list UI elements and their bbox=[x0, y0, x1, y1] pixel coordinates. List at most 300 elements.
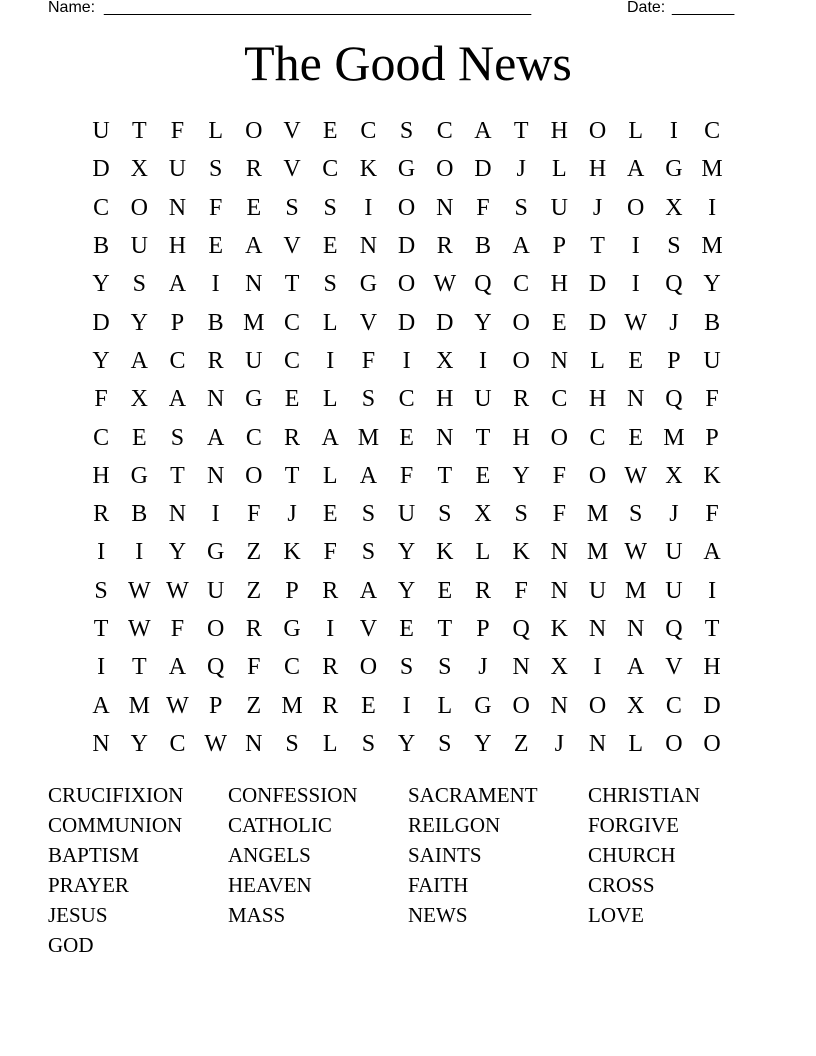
grid-letter[interactable]: M bbox=[701, 156, 723, 183]
grid-letter[interactable]: T bbox=[170, 462, 185, 489]
grid-letter[interactable]: D bbox=[397, 233, 416, 260]
grid-letter[interactable]: O bbox=[588, 118, 607, 145]
grid-letter[interactable]: N bbox=[436, 194, 454, 221]
grid-letter[interactable]: N bbox=[512, 654, 530, 681]
word-bank-item: GOD bbox=[48, 933, 94, 957]
grid-letter[interactable]: W bbox=[127, 577, 151, 604]
grid-letter[interactable]: N bbox=[92, 730, 110, 757]
grid-letter[interactable]: D bbox=[92, 156, 110, 183]
grid-letter[interactable]: E bbox=[399, 424, 414, 451]
grid-letter[interactable]: O bbox=[665, 730, 683, 757]
grid-letter[interactable]: A bbox=[130, 347, 148, 374]
grid-letter[interactable]: E bbox=[322, 118, 338, 145]
grid-letter[interactable]: C bbox=[93, 194, 110, 221]
grid-letter[interactable]: U bbox=[474, 386, 492, 413]
grid-letter[interactable]: L bbox=[475, 539, 491, 566]
grid-letter[interactable]: N bbox=[627, 386, 645, 413]
grid-letter[interactable]: O bbox=[588, 462, 607, 489]
grid-letter[interactable]: S bbox=[323, 271, 337, 298]
grid-letter[interactable]: E bbox=[437, 577, 453, 604]
grid-letter[interactable]: V bbox=[283, 118, 301, 145]
grid-letter[interactable]: A bbox=[168, 271, 187, 298]
word-bank-item: FORGIVE bbox=[588, 813, 680, 837]
grid-letter[interactable]: H bbox=[550, 118, 569, 145]
grid-row bbox=[82, 686, 732, 724]
grid-letter[interactable]: C bbox=[436, 118, 453, 145]
grid-letter[interactable]: G bbox=[206, 539, 225, 566]
grid-letter[interactable]: R bbox=[207, 347, 224, 374]
grid-letter[interactable]: C bbox=[284, 654, 301, 681]
grid-letter[interactable]: R bbox=[474, 577, 491, 604]
grid-letter[interactable]: G bbox=[665, 156, 683, 183]
grid-letter[interactable]: J bbox=[554, 730, 565, 757]
grid-letter[interactable]: G bbox=[359, 271, 378, 298]
grid-letter[interactable]: L bbox=[322, 309, 338, 336]
grid-letter[interactable]: C bbox=[284, 309, 301, 336]
grid-letter[interactable]: A bbox=[359, 462, 378, 489]
grid-letter[interactable]: D bbox=[474, 156, 492, 183]
grid-letter[interactable]: C bbox=[589, 424, 606, 451]
grid-letter[interactable]: T bbox=[93, 616, 109, 642]
grid-letter[interactable]: I bbox=[211, 501, 220, 528]
grid-letter[interactable]: S bbox=[438, 730, 452, 757]
grid-letter[interactable]: V bbox=[359, 616, 378, 642]
grid-letter[interactable]: F bbox=[170, 616, 185, 642]
grid-letter[interactable]: I bbox=[478, 347, 487, 374]
grid-letter[interactable]: E bbox=[322, 233, 338, 260]
grid-letter[interactable]: S bbox=[285, 194, 299, 221]
grid-letter[interactable]: O bbox=[703, 730, 721, 757]
grid-letter[interactable]: Y bbox=[92, 271, 110, 298]
grid-letter[interactable]: S bbox=[629, 501, 643, 528]
grid-letter[interactable]: Z bbox=[246, 539, 262, 566]
grid-letter[interactable]: P bbox=[552, 233, 567, 260]
grid-letter[interactable]: C bbox=[551, 386, 568, 413]
grid-letter[interactable]: F bbox=[208, 194, 223, 221]
grid-letter[interactable]: Y bbox=[397, 539, 416, 566]
grid-letter[interactable]: Y bbox=[397, 730, 416, 757]
grid-letter[interactable]: A bbox=[168, 386, 187, 413]
grid-letter[interactable]: I bbox=[364, 194, 373, 221]
grid-letter[interactable]: U bbox=[703, 347, 721, 374]
grid-letter[interactable]: U bbox=[168, 156, 187, 183]
grid-letter[interactable]: I bbox=[669, 118, 678, 145]
grid-letter[interactable]: I bbox=[708, 194, 717, 221]
grid-row bbox=[82, 457, 732, 495]
grid-letter[interactable]: X bbox=[665, 194, 683, 221]
grid-letter[interactable]: N bbox=[550, 539, 569, 566]
grid-letter[interactable]: G bbox=[283, 616, 301, 642]
grid-letter[interactable]: N bbox=[436, 424, 454, 451]
grid-letter[interactable]: I bbox=[708, 577, 717, 604]
grid-letter[interactable]: R bbox=[322, 692, 339, 719]
grid-letter[interactable]: W bbox=[624, 462, 648, 489]
grid-letter[interactable]: R bbox=[93, 501, 110, 528]
grid-letter[interactable]: O bbox=[512, 692, 530, 719]
grid-letter[interactable]: S bbox=[438, 654, 452, 681]
grid-letter[interactable]: Q bbox=[665, 386, 683, 413]
grid-letter[interactable]: N bbox=[550, 692, 569, 719]
grid-letter[interactable]: E bbox=[131, 424, 147, 451]
grid-letter[interactable]: O bbox=[245, 462, 263, 489]
grid-letter[interactable]: I bbox=[631, 271, 640, 298]
grid-letter[interactable]: N bbox=[206, 462, 225, 489]
grid-letter[interactable]: Y bbox=[474, 730, 492, 757]
grid-letter[interactable]: R bbox=[322, 654, 339, 681]
grid-letter[interactable]: G bbox=[130, 462, 148, 489]
grid-letter[interactable]: W bbox=[166, 692, 189, 719]
grid-letter[interactable]: F bbox=[361, 347, 376, 374]
grid-letter[interactable]: N bbox=[588, 616, 607, 642]
grid-letter[interactable]: L bbox=[590, 347, 605, 374]
grid-letter[interactable]: Q bbox=[512, 616, 530, 642]
grid-letter[interactable]: O bbox=[550, 424, 569, 451]
grid-letter[interactable]: I bbox=[326, 616, 335, 642]
grid-letter[interactable]: C bbox=[169, 347, 186, 374]
grid-letter[interactable]: F bbox=[323, 539, 337, 566]
grid-letter[interactable]: L bbox=[628, 118, 644, 145]
grid-letter[interactable]: T bbox=[590, 233, 605, 260]
grid-letter[interactable]: X bbox=[550, 654, 569, 681]
grid-letter[interactable]: C bbox=[398, 386, 415, 413]
grid-letter[interactable]: T bbox=[437, 462, 453, 489]
grid-letter[interactable]: D bbox=[588, 309, 607, 336]
grid-letter[interactable]: M bbox=[625, 577, 647, 604]
grid-letter[interactable]: E bbox=[399, 616, 414, 642]
grid-letter[interactable]: W bbox=[433, 271, 457, 298]
grid-letter[interactable]: A bbox=[627, 654, 645, 681]
grid-letter[interactable]: C bbox=[169, 730, 186, 757]
grid-letter[interactable]: W bbox=[624, 539, 648, 566]
grid-letter[interactable]: B bbox=[93, 233, 110, 260]
grid-letter[interactable]: K bbox=[436, 539, 454, 566]
grid-letter[interactable]: R bbox=[284, 424, 301, 451]
grid-letter[interactable]: N bbox=[550, 347, 569, 374]
grid-letter[interactable]: S bbox=[361, 539, 376, 566]
grid-letter[interactable]: Y bbox=[474, 309, 492, 336]
grid-letter[interactable]: L bbox=[628, 730, 644, 757]
grid-letter[interactable]: S bbox=[170, 424, 185, 451]
grid-letter[interactable]: P bbox=[170, 309, 185, 336]
grid-letter[interactable]: D bbox=[92, 309, 110, 336]
grid-letter[interactable]: O bbox=[245, 118, 263, 145]
grid-letter[interactable]: F bbox=[247, 654, 261, 681]
grid-letter[interactable]: X bbox=[627, 692, 645, 719]
grid-letter[interactable]: J bbox=[669, 501, 679, 528]
grid-letter[interactable]: N bbox=[359, 233, 378, 260]
grid-letter[interactable]: B bbox=[207, 309, 224, 336]
grid-letter[interactable]: T bbox=[513, 118, 529, 145]
grid-letter[interactable]: E bbox=[284, 386, 300, 413]
grid-letter[interactable]: R bbox=[436, 233, 453, 260]
grid-letter[interactable]: V bbox=[283, 233, 301, 260]
word-bank-item: NEWS bbox=[408, 903, 468, 927]
grid-letter[interactable]: S bbox=[361, 730, 376, 757]
grid-letter[interactable]: S bbox=[361, 501, 376, 528]
grid-letter[interactable]: X bbox=[665, 462, 683, 489]
grid-letter[interactable]: E bbox=[552, 309, 567, 336]
grid-letter[interactable]: A bbox=[627, 156, 645, 183]
grid-letter[interactable]: Q bbox=[665, 616, 683, 642]
grid-letter[interactable]: L bbox=[437, 692, 453, 719]
grid-letter[interactable]: I bbox=[402, 692, 411, 719]
grid-letter[interactable]: S bbox=[285, 730, 299, 757]
grid-letter[interactable]: D bbox=[703, 692, 721, 719]
grid-letter[interactable]: M bbox=[128, 692, 150, 719]
grid-letter[interactable]: N bbox=[245, 730, 263, 757]
grid-letter[interactable]: O bbox=[512, 309, 530, 336]
grid-letter[interactable]: I bbox=[97, 539, 106, 566]
grid-letter[interactable]: E bbox=[475, 462, 491, 489]
grid-letter[interactable]: O bbox=[359, 654, 378, 681]
grid-letter[interactable]: E bbox=[208, 233, 223, 260]
grid-letter[interactable]: I bbox=[326, 347, 335, 374]
grid-letter[interactable]: B bbox=[474, 233, 491, 260]
grid-letter[interactable]: F bbox=[399, 462, 414, 489]
grid-letter[interactable]: G bbox=[245, 386, 263, 413]
grid-letter[interactable]: O bbox=[588, 692, 607, 719]
grid-letter[interactable]: J bbox=[669, 309, 679, 336]
grid-letter[interactable]: K bbox=[512, 539, 530, 566]
grid-letter[interactable]: F bbox=[552, 462, 567, 489]
grid-letter[interactable]: M bbox=[586, 539, 609, 566]
grid-letter[interactable]: C bbox=[245, 424, 262, 451]
grid-letter[interactable]: E bbox=[246, 194, 262, 221]
grid-letter[interactable]: L bbox=[552, 156, 567, 183]
grid-letter[interactable]: C bbox=[360, 118, 377, 145]
grid-letter[interactable]: M bbox=[663, 424, 685, 451]
grid-letter[interactable]: A bbox=[512, 233, 530, 260]
grid-letter[interactable]: H bbox=[550, 271, 569, 298]
grid-letter[interactable]: A bbox=[703, 539, 721, 566]
grid-letter[interactable]: F bbox=[247, 501, 261, 528]
grid-letter[interactable]: Y bbox=[703, 271, 721, 298]
word-bank-item: COMMUNION bbox=[48, 813, 183, 837]
grid-letter[interactable]: L bbox=[322, 462, 338, 489]
grid-letter[interactable]: O bbox=[436, 156, 454, 183]
grid-letter[interactable]: K bbox=[550, 616, 569, 642]
grid-letter[interactable]: D bbox=[588, 271, 607, 298]
grid-letter[interactable]: U bbox=[245, 347, 263, 374]
grid-letter[interactable]: M bbox=[701, 233, 723, 260]
grid-letter[interactable]: X bbox=[130, 156, 148, 183]
grid-letter[interactable]: S bbox=[438, 501, 452, 528]
grid-letter[interactable]: T bbox=[475, 424, 491, 451]
grid-letter[interactable]: Q bbox=[474, 271, 492, 298]
grid-letter[interactable]: X bbox=[436, 347, 454, 374]
grid-letter[interactable]: Y bbox=[512, 462, 530, 489]
grid-letter[interactable]: S bbox=[514, 194, 528, 221]
grid-letter[interactable]: T bbox=[704, 616, 720, 642]
grid-letter[interactable]: L bbox=[322, 386, 338, 413]
grid-letter[interactable]: P bbox=[476, 616, 490, 642]
grid-letter[interactable]: O bbox=[397, 271, 416, 298]
grid-row bbox=[82, 533, 732, 571]
grid-letter[interactable]: H bbox=[703, 654, 721, 681]
grid-letter[interactable]: W bbox=[166, 577, 189, 604]
grid-letter[interactable]: U bbox=[397, 501, 416, 528]
grid-letter[interactable]: D bbox=[397, 309, 416, 336]
grid-letter[interactable]: A bbox=[359, 577, 378, 604]
grid-letter[interactable]: E bbox=[628, 424, 644, 451]
grid-letter[interactable]: R bbox=[245, 156, 262, 183]
grid-letter[interactable]: I bbox=[211, 271, 220, 298]
grid-letter[interactable]: S bbox=[361, 386, 376, 413]
grid-letter[interactable]: D bbox=[436, 309, 454, 336]
grid-letter[interactable]: J bbox=[516, 156, 526, 183]
grid-letter[interactable]: P bbox=[667, 347, 681, 374]
word-bank-item: BAPTISM bbox=[48, 843, 140, 867]
grid-letter[interactable]: J bbox=[478, 654, 488, 681]
grid-letter[interactable]: A bbox=[245, 233, 263, 260]
grid-letter[interactable]: P bbox=[705, 424, 719, 451]
grid-letter[interactable]: K bbox=[703, 462, 721, 489]
grid-letter[interactable]: C bbox=[93, 424, 110, 451]
grid-letter[interactable]: M bbox=[281, 692, 303, 719]
grid-letter[interactable]: O bbox=[512, 347, 530, 374]
grid-letter[interactable]: Z bbox=[513, 730, 529, 757]
grid-letter[interactable]: Y bbox=[168, 539, 187, 566]
grid-letter[interactable]: E bbox=[322, 501, 338, 528]
grid-letter[interactable]: X bbox=[474, 501, 492, 528]
grid-letter[interactable]: Y bbox=[397, 577, 416, 604]
grid-letter[interactable]: Y bbox=[92, 347, 110, 374]
grid-letter[interactable]: H bbox=[588, 156, 607, 183]
grid-letter[interactable]: M bbox=[243, 309, 265, 336]
grid-letter[interactable]: F bbox=[94, 386, 108, 413]
grid-letter[interactable]: F bbox=[552, 501, 567, 528]
grid-letter[interactable]: C bbox=[665, 692, 682, 719]
grid-letter[interactable]: G bbox=[474, 692, 492, 719]
grid-letter[interactable]: N bbox=[206, 386, 225, 413]
grid-letter[interactable]: U bbox=[130, 233, 148, 260]
grid-letter[interactable]: I bbox=[97, 654, 106, 681]
grid-letter[interactable]: U bbox=[92, 118, 110, 145]
grid-letter[interactable]: U bbox=[206, 577, 225, 604]
grid-letter[interactable]: H bbox=[588, 386, 607, 413]
grid-letter[interactable]: E bbox=[628, 347, 644, 374]
grid-letter[interactable]: E bbox=[361, 692, 376, 719]
grid-letter[interactable]: L bbox=[322, 730, 338, 757]
grid-letter[interactable]: P bbox=[285, 577, 299, 604]
grid-letter[interactable]: C bbox=[704, 118, 721, 145]
grid-letter[interactable]: C bbox=[513, 271, 530, 298]
grid-letter[interactable]: U bbox=[665, 539, 683, 566]
grid-letter[interactable]: L bbox=[208, 118, 223, 145]
grid-letter[interactable]: Z bbox=[246, 692, 262, 719]
grid-letter[interactable]: T bbox=[131, 654, 147, 681]
grid-row bbox=[82, 495, 732, 533]
grid-letter[interactable]: Y bbox=[130, 309, 148, 336]
grid-letter[interactable]: O bbox=[130, 194, 148, 221]
grid-letter[interactable]: J bbox=[592, 194, 603, 221]
grid-letter[interactable]: I bbox=[631, 233, 640, 260]
grid-letter[interactable]: F bbox=[476, 194, 490, 221]
grid-letter[interactable]: I bbox=[135, 539, 144, 566]
grid-letter[interactable]: G bbox=[397, 156, 416, 183]
grid-letter[interactable]: R bbox=[322, 577, 339, 604]
grid-letter[interactable]: S bbox=[94, 577, 108, 604]
word-bank-item: SACRAMENT bbox=[408, 783, 538, 807]
grid-letter[interactable]: N bbox=[168, 194, 187, 221]
grid-letter[interactable]: O bbox=[206, 616, 225, 642]
grid-letter[interactable]: N bbox=[627, 616, 645, 642]
grid-letter[interactable]: N bbox=[168, 501, 187, 528]
grid-letter[interactable]: Y bbox=[130, 730, 148, 757]
grid-letter[interactable]: W bbox=[127, 616, 151, 642]
grid-letter[interactable]: V bbox=[665, 654, 683, 681]
word-bank-item: REILGON bbox=[408, 813, 501, 837]
grid-letter[interactable]: R bbox=[513, 386, 530, 413]
grid-letter[interactable]: H bbox=[512, 424, 530, 451]
grid-letter[interactable]: S bbox=[399, 654, 414, 681]
grid-letter[interactable]: A bbox=[168, 654, 187, 681]
grid-letter[interactable]: M bbox=[586, 501, 609, 528]
grid-letter[interactable]: H bbox=[168, 233, 187, 260]
grid-letter[interactable]: C bbox=[284, 347, 301, 374]
grid-letter[interactable]: S bbox=[323, 194, 337, 221]
grid-letter[interactable]: F bbox=[705, 386, 719, 413]
grid-letter[interactable]: S bbox=[208, 156, 223, 183]
grid-letter[interactable]: S bbox=[132, 271, 146, 298]
grid-letter[interactable]: W bbox=[204, 730, 227, 757]
grid-letter[interactable]: U bbox=[550, 194, 569, 221]
grid-letter[interactable]: F bbox=[514, 577, 528, 604]
grid-letter[interactable]: H bbox=[436, 386, 454, 413]
grid-letter[interactable]: O bbox=[627, 194, 645, 221]
grid-letter[interactable]: T bbox=[284, 462, 300, 489]
grid-letter[interactable]: X bbox=[130, 386, 148, 413]
grid-letter[interactable]: O bbox=[397, 194, 416, 221]
grid-letter[interactable]: B bbox=[704, 309, 721, 336]
grid-letter[interactable]: H bbox=[92, 462, 110, 489]
grid-letter[interactable]: T bbox=[437, 616, 453, 642]
grid-letter[interactable]: I bbox=[593, 654, 602, 681]
grid-letter[interactable]: N bbox=[245, 271, 263, 298]
grid-letter[interactable]: T bbox=[131, 118, 147, 145]
grid-letter[interactable]: N bbox=[550, 577, 569, 604]
grid-letter[interactable]: V bbox=[283, 156, 301, 183]
grid-letter[interactable]: M bbox=[357, 424, 380, 451]
grid-letter[interactable]: U bbox=[665, 577, 683, 604]
grid-letter[interactable]: Z bbox=[246, 577, 262, 604]
grid-letter[interactable]: S bbox=[667, 233, 681, 260]
grid-letter[interactable]: A bbox=[92, 692, 110, 719]
grid-letter[interactable]: N bbox=[588, 730, 607, 757]
grid-letter[interactable]: R bbox=[245, 616, 262, 642]
grid-letter[interactable]: K bbox=[359, 156, 378, 183]
grid-letter[interactable]: B bbox=[131, 501, 148, 528]
grid-letter[interactable]: C bbox=[322, 156, 339, 183]
grid-letter[interactable]: T bbox=[284, 271, 300, 298]
grid-letter[interactable]: S bbox=[514, 501, 528, 528]
grid-letter[interactable]: K bbox=[283, 539, 301, 566]
grid-letter[interactable]: Q bbox=[665, 271, 683, 298]
grid-letter[interactable]: A bbox=[474, 118, 492, 145]
grid-letter[interactable]: J bbox=[287, 501, 297, 528]
grid-letter[interactable]: F bbox=[705, 501, 719, 528]
grid-letter[interactable]: A bbox=[206, 424, 225, 451]
grid-letter[interactable]: S bbox=[399, 118, 414, 145]
grid-letter[interactable]: U bbox=[588, 577, 607, 604]
grid-letter[interactable]: A bbox=[321, 424, 339, 451]
grid-letter[interactable]: V bbox=[359, 309, 378, 336]
grid-letter[interactable]: F bbox=[170, 118, 185, 145]
grid-letter[interactable]: W bbox=[624, 309, 648, 336]
grid-letter[interactable]: Q bbox=[206, 654, 225, 681]
grid-letter[interactable]: I bbox=[402, 347, 411, 374]
grid-letter[interactable]: P bbox=[208, 692, 223, 719]
